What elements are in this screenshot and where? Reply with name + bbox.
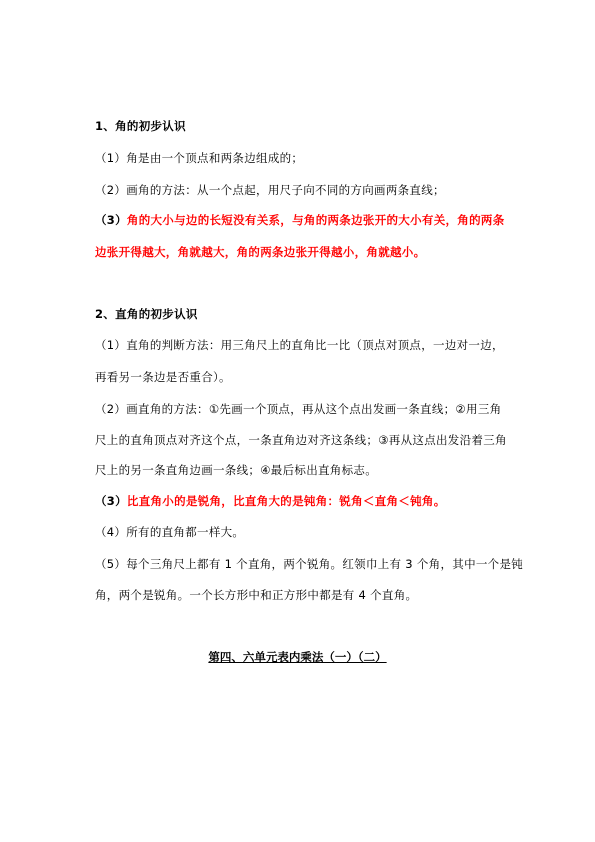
section-2-item-3-highlight: 比直角小的是锐角，比直角大的是钝角：锐角＜直角＜钝角。 [126, 494, 446, 508]
section-2-item-3 [95, 493, 446, 509]
section-1-heading: 1、角的初步认识 [95, 119, 186, 133]
section-1-item-3-prefix: （3） [95, 213, 127, 227]
section-1-item-1: （1）角是由一个顶点和两条边组成的； [95, 151, 304, 165]
section-2-item-5-line-2: 角，两个是锐角。一个长方形中和正方形中都是有 4 个直角。 [95, 588, 418, 602]
section-2-item-2-line-1: （2）画直角的方法：①先画一个顶点，再从这个点出发画一条直线；②用三角 [95, 402, 502, 416]
section-2-heading: 2、直角的初步认识 [95, 307, 198, 321]
unit-title: 第四、六单元表内乘法（一）（二） [208, 650, 387, 664]
section-2-item-3-prefix: （3） [95, 494, 127, 508]
section-1-item-3-highlight: 角的大小与边的长短没有关系，与角的两条边张开的大小有关，角的两条 [126, 213, 505, 227]
section-2-item-1-line-1: （1）直角的判断方法：用三角尺上的直角比一比（顶点对顶点，一边对一边， [95, 338, 504, 352]
section-2-item-1-line-2: 再看另一条边是否重合）。 [95, 370, 231, 384]
section-2-item-5-line-1: （5）每个三角尺上都有 1 个直角，两个锐角。红领巾上有 3 个角，其中一个是钝 [95, 557, 524, 571]
section-1-item-2: （2）画角的方法：从一个点起，用尺子向不同的方向画两条直线； [95, 183, 445, 197]
section-2-item-2-line-3: 尺上的另一条直角边画一条线；④最后标出直角标志。 [95, 463, 378, 477]
section-2-item-4: （4）所有的直角都一样大。 [95, 525, 245, 539]
section-2-item-2-line-2: 尺上的直角顶点对齐这个点，一条直角边对齐这条线；③再从这点出发沿着三角 [95, 433, 507, 447]
section-1-item-3-line-2: 边张开得越大，角就越大，角的两条边张开得越小，角就越小。 [95, 245, 426, 259]
section-1-item-3-line-1 [95, 212, 505, 228]
